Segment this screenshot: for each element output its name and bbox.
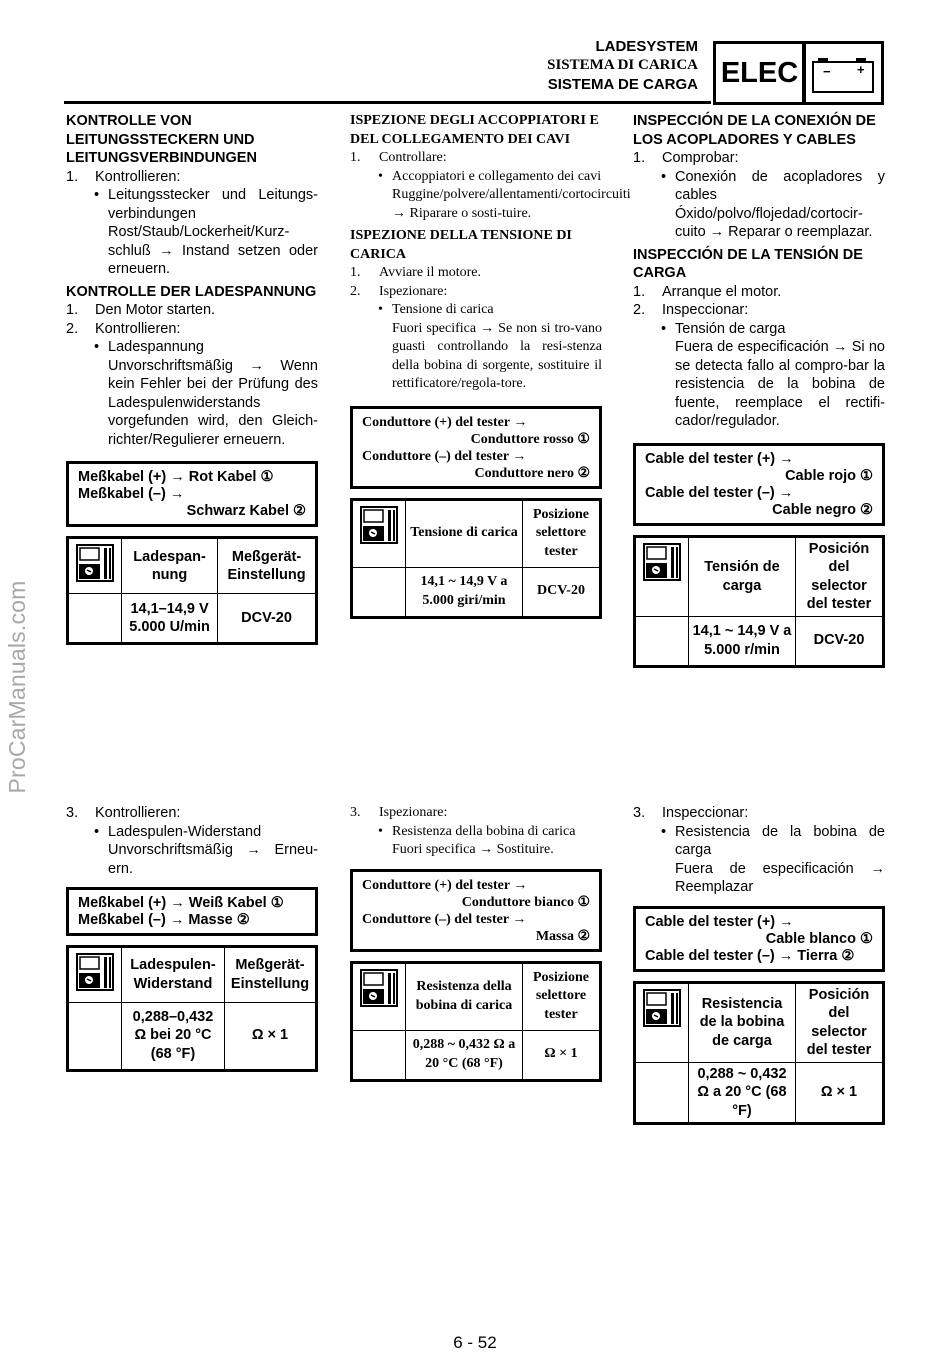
probe-line: Meßkabel (–) → Masse ② [78, 912, 250, 928]
section-tag: ELEC [713, 41, 806, 105]
value-cell: Ω × 1 [796, 1062, 884, 1124]
bullet: • [378, 823, 383, 839]
spec-table [350, 961, 602, 1082]
multimeter-cell [68, 947, 122, 1003]
spec-table [633, 535, 885, 668]
probe-box [66, 887, 318, 936]
header-cell: Posizione selettore tester [523, 499, 601, 567]
step-label: Kontrollieren: [95, 805, 181, 821]
step-number: 3. [350, 805, 361, 820]
probe-line: Cable del tester (+) → [645, 450, 794, 467]
probe-line: Cable negro ② [772, 501, 873, 518]
bullet-text: Conexión de acopladores y cables [675, 168, 885, 203]
probe-box [350, 406, 602, 489]
step-number: 1. [66, 168, 79, 185]
bullet-detail: Rost/Staub/Lockerheit/Kurz-schluß → Instand setzen oder erneuern. [108, 224, 318, 277]
probe-box [633, 906, 885, 972]
probe-line: Conduttore (+) del tester → [362, 414, 528, 430]
bullet-detail: Fuori specifica → Sostituire. [392, 842, 554, 857]
spec-table [633, 981, 885, 1126]
probe-line: Meßkabel (+) → Rot Kabel ① [78, 469, 274, 485]
bullet: • [94, 339, 100, 355]
step-number: 2. [350, 283, 361, 299]
multimeter-cell [635, 536, 689, 616]
bullet-detail: Fuera de especificación → Reemplazar [675, 860, 885, 895]
probe-line: Schwarz Kabel ② [186, 503, 306, 519]
battery-minus: − [823, 64, 831, 79]
bullet-text: Ladespannung [108, 339, 204, 355]
header-cell: Posición del selector del tester [796, 536, 884, 616]
probe-line: Conduttore (–) del tester → [362, 448, 527, 464]
bullet: • [661, 168, 667, 185]
probe-line: Meßkabel (–) → [78, 486, 185, 502]
probe-line: Cable del tester (–) → Tierra ② [645, 947, 855, 964]
page-number: 6 - 52 [453, 1333, 497, 1352]
multimeter-icon [75, 543, 115, 583]
value-cell: Ω × 1 [224, 1002, 316, 1070]
empty-cell [635, 1062, 689, 1124]
value-cell: Ω × 1 [523, 1030, 601, 1080]
probe-box [66, 461, 318, 527]
step-number: 1. [633, 150, 646, 166]
empty-cell [68, 1002, 122, 1070]
value-cell: 14,1 ~ 14,9 V a 5.000 giri/min [406, 567, 523, 617]
multimeter-cell [352, 499, 406, 567]
bullet-detail: Ruggine/polvere/allentamenti/cortocircuiti → Riparare o sosti-tuire. [392, 187, 631, 221]
bullet-text: Resistencia de la bobina de carga [675, 823, 885, 858]
column-es-upper [633, 112, 885, 668]
heading: KONTROLLE VON LEITUNGSSTECKERN UND LEITUNGSVERBINDUNGEN [66, 113, 257, 166]
step-number: 2. [633, 302, 646, 318]
heading: INSPECCIÓN DE LA CONEXIÓN DE LOS ACOPLADORES Y CABLES [633, 113, 876, 148]
header-cell: Posición del selector del tester [796, 982, 884, 1062]
header-cell: Resistenza della bobina di carica [406, 962, 523, 1030]
header-cell: Ladespulen-Widerstand [122, 947, 225, 1003]
column-de-upper [66, 112, 318, 645]
header-cell: Posizione selettore tester [523, 962, 601, 1030]
battery-plus: + [857, 62, 865, 77]
step-number: 3. [66, 805, 79, 821]
step-label: Ispezionare: [379, 805, 448, 820]
step-label: Inspeccionar: [662, 302, 749, 318]
step-number: 1. [350, 265, 361, 280]
step-label: Den Motor starten. [95, 302, 216, 318]
probe-line: Massa ② [535, 928, 590, 944]
value-cell: 14,1–14,9 V 5.000 U/min [122, 594, 218, 644]
bullet: • [94, 823, 100, 840]
multimeter-cell [68, 538, 122, 594]
step-number: 1. [66, 302, 79, 318]
bullet-detail: Óxido/polvo/flojedad/cortocir-cuito → Reparar o reemplazar. [675, 205, 873, 240]
value-cell: 14,1 ~ 14,9 V a 5.000 r/min [689, 616, 796, 666]
bullet-text: Tensión de carga [675, 320, 786, 337]
bullet-text: Ladespulen-Widerstand [108, 823, 262, 840]
header-cell: Meßgerät-Einstellung [224, 947, 316, 1003]
probe-line: Cable del tester (+) → [645, 913, 794, 930]
bullet: • [661, 320, 667, 337]
heading: INSPECCIÓN DE LA TENSIÓN DE CARGA [633, 246, 863, 281]
value-cell: DCV-20 [523, 567, 601, 617]
bullet-text: Resistenza della bobina di carica [392, 823, 576, 839]
empty-cell [352, 567, 406, 617]
battery-box [802, 41, 884, 105]
header-cell: Meßgerät-Einstellung [218, 538, 317, 594]
bullet-detail: Unvorschriftsmäßig → Wenn kein Fehler bei der Prüfung des Ladespulenwiderstands vorgefunden wird, den Gleich-richter/Regulierer erneuern. [108, 357, 318, 448]
value-cell: 0,288 ~ 0,432 Ω a 20 °C (68 °F) [406, 1030, 523, 1080]
multimeter-cell [635, 982, 689, 1062]
title-es: SISTEMA DE CARGA [547, 76, 698, 93]
step-number: 1. [633, 283, 646, 300]
bullet: • [94, 187, 100, 203]
probe-line: Conduttore rosso ① [470, 431, 590, 447]
empty-cell [635, 616, 689, 666]
bullet: • [378, 302, 383, 317]
probe-box [633, 443, 885, 526]
header-cell: Tensión de carga [689, 536, 796, 616]
step-label: Ispezionare: [379, 283, 448, 299]
bullet-detail: Fuori specifica → Se non si tro-vano guasti controllando la resi-stenza della bobina di sorgente, sostituire il rettificatore/regola-tore. [392, 320, 602, 391]
header-cell: Ladespan-nung [122, 538, 218, 594]
column-es-lower [633, 804, 885, 1125]
step-label: Controllare: [379, 150, 447, 165]
empty-cell [68, 594, 122, 644]
bullet: • [661, 823, 667, 840]
empty-cell [352, 1030, 406, 1080]
probe-line: Conduttore (–) del tester → [362, 911, 527, 927]
multimeter-cell [352, 962, 406, 1030]
heading: ISPEZIONE DELLA TENSIONE DI CARICA [350, 228, 572, 262]
spec-table [66, 536, 318, 645]
bullet-detail: Unvorschriftsmäßig → Erneu-ern. [108, 842, 318, 877]
value-cell: 0,288 ~ 0,432 Ω a 20 °C (68 °F) [689, 1062, 796, 1124]
heading: KONTROLLE DER LADESPANNUNG [66, 283, 317, 300]
multimeter-icon [359, 968, 399, 1008]
value-cell: 0,288–0,432 Ω bei 20 °C (68 °F) [122, 1002, 225, 1070]
step-number: 3. [633, 805, 646, 821]
multimeter-icon [359, 505, 399, 545]
bullet: • [378, 168, 383, 184]
title-it: SISTEMA DI CARICA [547, 57, 698, 73]
multimeter-icon [75, 952, 115, 992]
step-label: Kontrollieren: [95, 320, 181, 337]
probe-line: Cable blanco ① [765, 930, 873, 947]
section-titles [547, 37, 698, 94]
bullet-text: Accoppiatori e collegamento dei cavi [392, 168, 602, 184]
probe-line: Conduttore (+) del tester → [362, 877, 528, 893]
probe-box [350, 869, 602, 952]
spec-table [66, 945, 318, 1072]
heading: ISPEZIONE DEGLI ACCOPPIATORI E DEL COLLEGAMENTO DEI CAVI [350, 113, 599, 147]
header-rule [64, 101, 711, 104]
probe-line: Cable rojo ① [785, 467, 873, 484]
watermark: ProCarManuals.com [4, 580, 30, 794]
title-de: LADESYSTEM [595, 38, 698, 55]
step-label: Kontrollieren: [95, 168, 181, 185]
battery-icon [805, 44, 881, 102]
multimeter-icon [642, 988, 682, 1028]
bullet-detail: Fuera de especificación → Si no se detecta fallo al compro-bar la resistencia de la bobina de fuente, reemplace el rectifi-cador/regulador. [675, 339, 885, 429]
column-it-lower [350, 804, 602, 1082]
step-label: Avviare il motore. [379, 265, 481, 280]
multimeter-icon [642, 542, 682, 582]
column-it-upper [350, 112, 631, 619]
step-label: Inspeccionar: [662, 805, 749, 821]
value-cell: DCV-20 [218, 594, 317, 644]
value-cell: DCV-20 [796, 616, 884, 666]
probe-line: Meßkabel (+) → Weiß Kabel ① [78, 895, 284, 911]
probe-line: Conduttore nero ② [474, 465, 590, 481]
step-number: 2. [66, 320, 79, 337]
step-label: Arranque el motor. [662, 283, 782, 300]
column-de-lower [66, 804, 318, 1072]
probe-line: Cable del tester (–) → [645, 484, 794, 501]
header-cell: Resistencia de la bobina de carga [689, 982, 796, 1062]
bullet-text: Leitungsstecker und Leitungs-verbindungen [108, 187, 318, 222]
step-number: 1. [350, 150, 361, 165]
bullet-text: Tensione di carica [392, 302, 494, 317]
spec-table [350, 498, 602, 619]
step-label: Comprobar: [662, 150, 739, 166]
probe-line: Conduttore bianco ① [461, 894, 590, 910]
header-cell: Tensione di carica [406, 499, 523, 567]
